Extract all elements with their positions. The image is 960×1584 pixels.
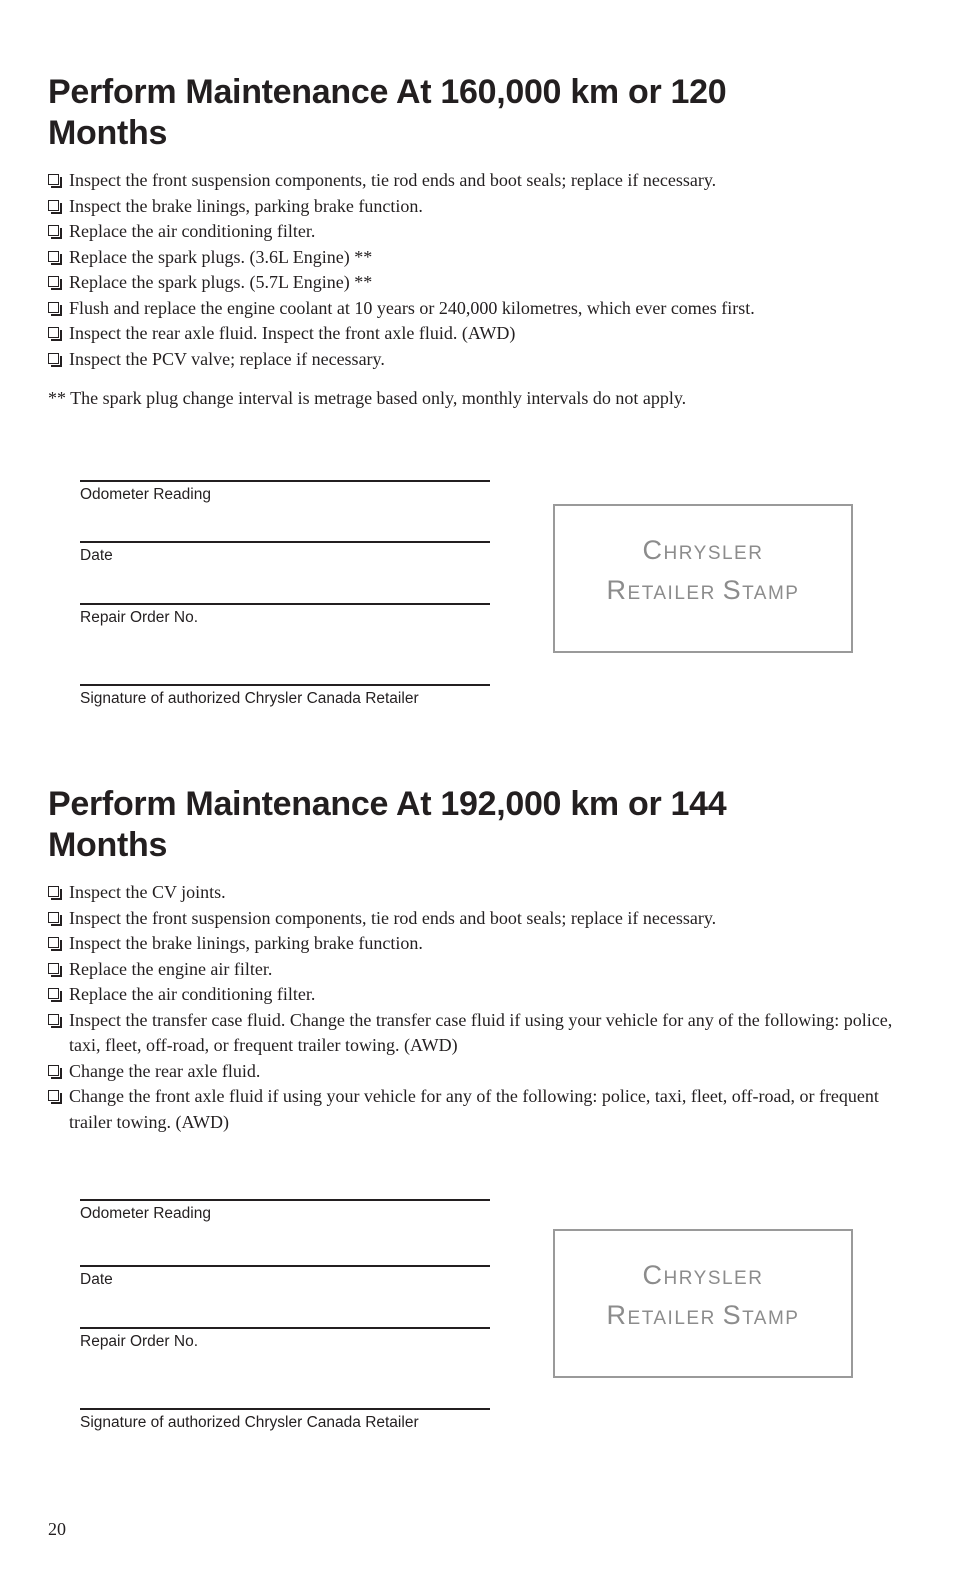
signature-label: Signature of authorized Chrysler Canada Retailer	[80, 690, 419, 707]
checklist-item[interactable]: Inspect the rear axle fluid. Inspect the front axle fluid. (AWD)	[48, 321, 918, 347]
odometer-label: Odometer Reading	[80, 486, 211, 503]
write-line[interactable]	[80, 1265, 490, 1267]
signature-label: Signature of authorized Chrysler Canada Retailer	[80, 1414, 419, 1431]
checklist-item[interactable]: Replace the spark plugs. (5.7L Engine) **	[48, 270, 918, 296]
write-line[interactable]	[80, 541, 490, 543]
signature-field[interactable]	[80, 684, 490, 708]
write-line[interactable]	[80, 603, 490, 605]
checkbox-icon[interactable]	[48, 1065, 59, 1076]
checklist-item[interactable]: Flush and replace the engine coolant at 10 years or 240,000 kilometres, which ever comes first.	[48, 296, 918, 322]
checklist-item[interactable]: Replace the spark plugs. (3.6L Engine) **	[48, 245, 918, 271]
page-number: 20	[48, 1519, 66, 1539]
date-label: Date	[80, 1271, 113, 1288]
checklist-item[interactable]: Replace the air conditioning filter.	[48, 982, 918, 1008]
checklist-item[interactable]: Inspect the PCV valve; replace if necessary.	[48, 347, 918, 373]
checklist-item[interactable]: Inspect the front suspension components, tie rod ends and boot seals; replace if necessary.	[48, 168, 918, 194]
retailer-stamp-box	[553, 1229, 853, 1378]
write-line[interactable]	[80, 1199, 490, 1201]
checkbox-icon[interactable]	[48, 988, 59, 999]
stamp-text: CHRYSLER RETAILER STAMP	[606, 1260, 800, 1330]
write-line[interactable]	[80, 480, 490, 482]
retailer-stamp-box	[553, 504, 853, 653]
odometer-label: Odometer Reading	[80, 1205, 211, 1222]
checkbox-icon[interactable]	[48, 353, 59, 364]
checkbox-icon[interactable]	[48, 886, 59, 897]
checklist-item[interactable]: Change the front axle fluid if using your vehicle for any of the following: police, taxi, fleet, off-road, or frequent trailer towing. (AWD)	[48, 1084, 918, 1135]
stamp-text: CHRYSLER RETAILER STAMP	[606, 535, 800, 605]
checklist	[48, 880, 918, 1135]
checklist	[48, 168, 918, 372]
maintenance-section-160000	[48, 72, 918, 411]
odometer-field[interactable]	[80, 1199, 490, 1223]
checklist-item[interactable]: Inspect the transfer case fluid. Change the transfer case fluid if using your vehicle for any of the following: police, taxi, fleet, off-road, or frequent trailer towing. (AWD)	[48, 1008, 918, 1059]
checkbox-icon[interactable]	[48, 912, 59, 923]
maintenance-section-192000	[48, 784, 918, 1135]
checkbox-icon[interactable]	[48, 225, 59, 236]
checkbox-icon[interactable]	[48, 200, 59, 211]
checklist-item[interactable]: Inspect the CV joints.	[48, 880, 918, 906]
write-line[interactable]	[80, 684, 490, 686]
checkbox-icon[interactable]	[48, 963, 59, 974]
checklist-item[interactable]: Inspect the brake linings, parking brake function.	[48, 931, 918, 957]
date-label: Date	[80, 547, 113, 564]
checkbox-icon[interactable]	[48, 937, 59, 948]
spark-plug-note: ** The spark plug change interval is metrage based only, monthly intervals do not apply.	[48, 388, 687, 408]
checklist-item[interactable]: Replace the engine air filter.	[48, 957, 918, 983]
checkbox-icon[interactable]	[48, 1014, 59, 1025]
write-line[interactable]	[80, 1408, 490, 1410]
checkbox-icon[interactable]	[48, 251, 59, 262]
checklist-item[interactable]: Change the rear axle fluid.	[48, 1059, 918, 1085]
checklist-item[interactable]: Inspect the brake linings, parking brake function.	[48, 194, 918, 220]
odometer-field[interactable]	[80, 480, 490, 504]
checkbox-icon[interactable]	[48, 302, 59, 313]
checkbox-icon[interactable]	[48, 327, 59, 338]
write-line[interactable]	[80, 1327, 490, 1329]
section-title: Perform Maintenance At 192,000 km or 144 Months	[48, 785, 727, 864]
section-title: Perform Maintenance At 160,000 km or 120 Months	[48, 73, 727, 152]
repair-order-field[interactable]	[80, 1327, 490, 1351]
repair-order-field[interactable]	[80, 603, 490, 627]
repair-order-label: Repair Order No.	[80, 609, 199, 626]
signature-field[interactable]	[80, 1408, 490, 1432]
checklist-item[interactable]: Replace the air conditioning filter.	[48, 219, 918, 245]
repair-order-label: Repair Order No.	[80, 1333, 199, 1350]
checklist-item[interactable]: Inspect the front suspension components, tie rod ends and boot seals; replace if necessary.	[48, 906, 918, 932]
date-field[interactable]	[80, 1265, 490, 1289]
date-field[interactable]	[80, 541, 490, 565]
checkbox-icon[interactable]	[48, 276, 59, 287]
checkbox-icon[interactable]	[48, 1090, 59, 1101]
checkbox-icon[interactable]	[48, 174, 59, 185]
